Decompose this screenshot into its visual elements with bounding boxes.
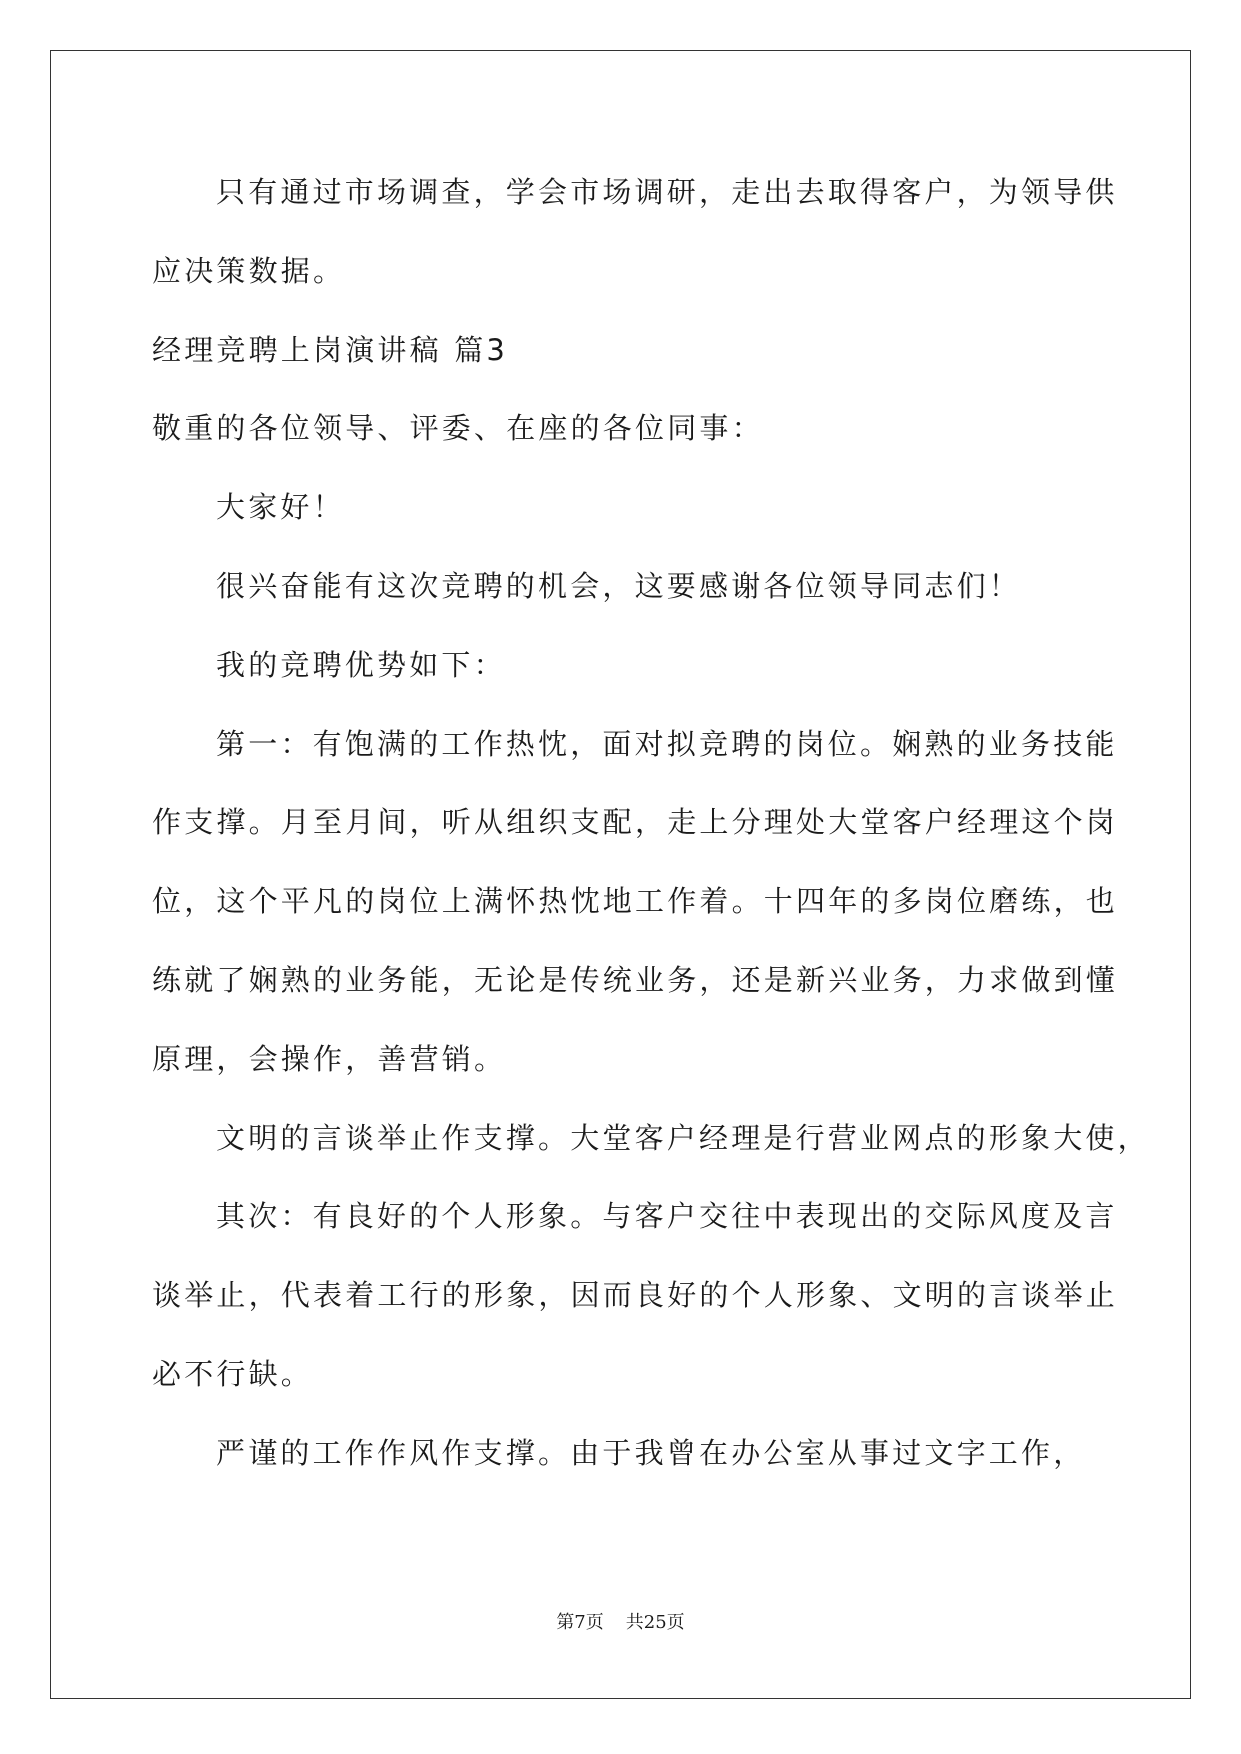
text-line: 应决策数据。 [152,253,346,288]
text-line: 必不行缺。 [152,1356,314,1391]
text-line: 经理竞聘上岗演讲稿 篇3 [152,332,509,367]
text-line: 练就了娴熟的业务能，无论是传统业务，还是新兴业务，力求做到懂 [152,962,1119,997]
page-total: 共25页 [625,1612,685,1633]
text-line: 敬重的各位领导、评委、在座的各位同事： [152,411,764,446]
text-line: 文明的言谈举止作支撑。大堂客户经理是行营业网点的形象大使， [216,1120,1150,1155]
text-line: 位，这个平凡的岗位上满怀热忱地工作着。十四年的多岗位磨练，也 [152,884,1119,919]
text-line: 作支撑。月至月间，听从组织支配，走上分理处大堂客户经理这个岗 [152,805,1119,840]
text-line: 很兴奋能有这次竞聘的机会，这要感谢各位领导同志们！ [216,568,1022,603]
text-line: 原理，会操作，善营销。 [152,1041,507,1076]
text-line: 严谨的工作作风作支撑。由于我曾在办公室从事过文字工作， [216,1435,1086,1470]
page-number: 第7页 [556,1612,604,1633]
text-line: 我的竞聘优势如下： [216,647,506,682]
document-body [152,162,1150,1502]
text-line: 只有通过市场调查，学会市场调研，走出去取得客户，为领导供 [216,175,1118,209]
text-line: 其次：有良好的个人形象。与客户交往中表现出的交际风度及言 [216,1199,1118,1234]
page-footer [0,1608,1241,1634]
text-line: 大家好！ [216,490,345,525]
text-line: 第一：有饱满的工作热忱，面对拟竞聘的岗位。娴熟的业务技能 [216,726,1118,761]
text-line: 谈举止，代表着工行的形象，因而良好的个人形象、文明的言谈举止 [152,1278,1119,1313]
